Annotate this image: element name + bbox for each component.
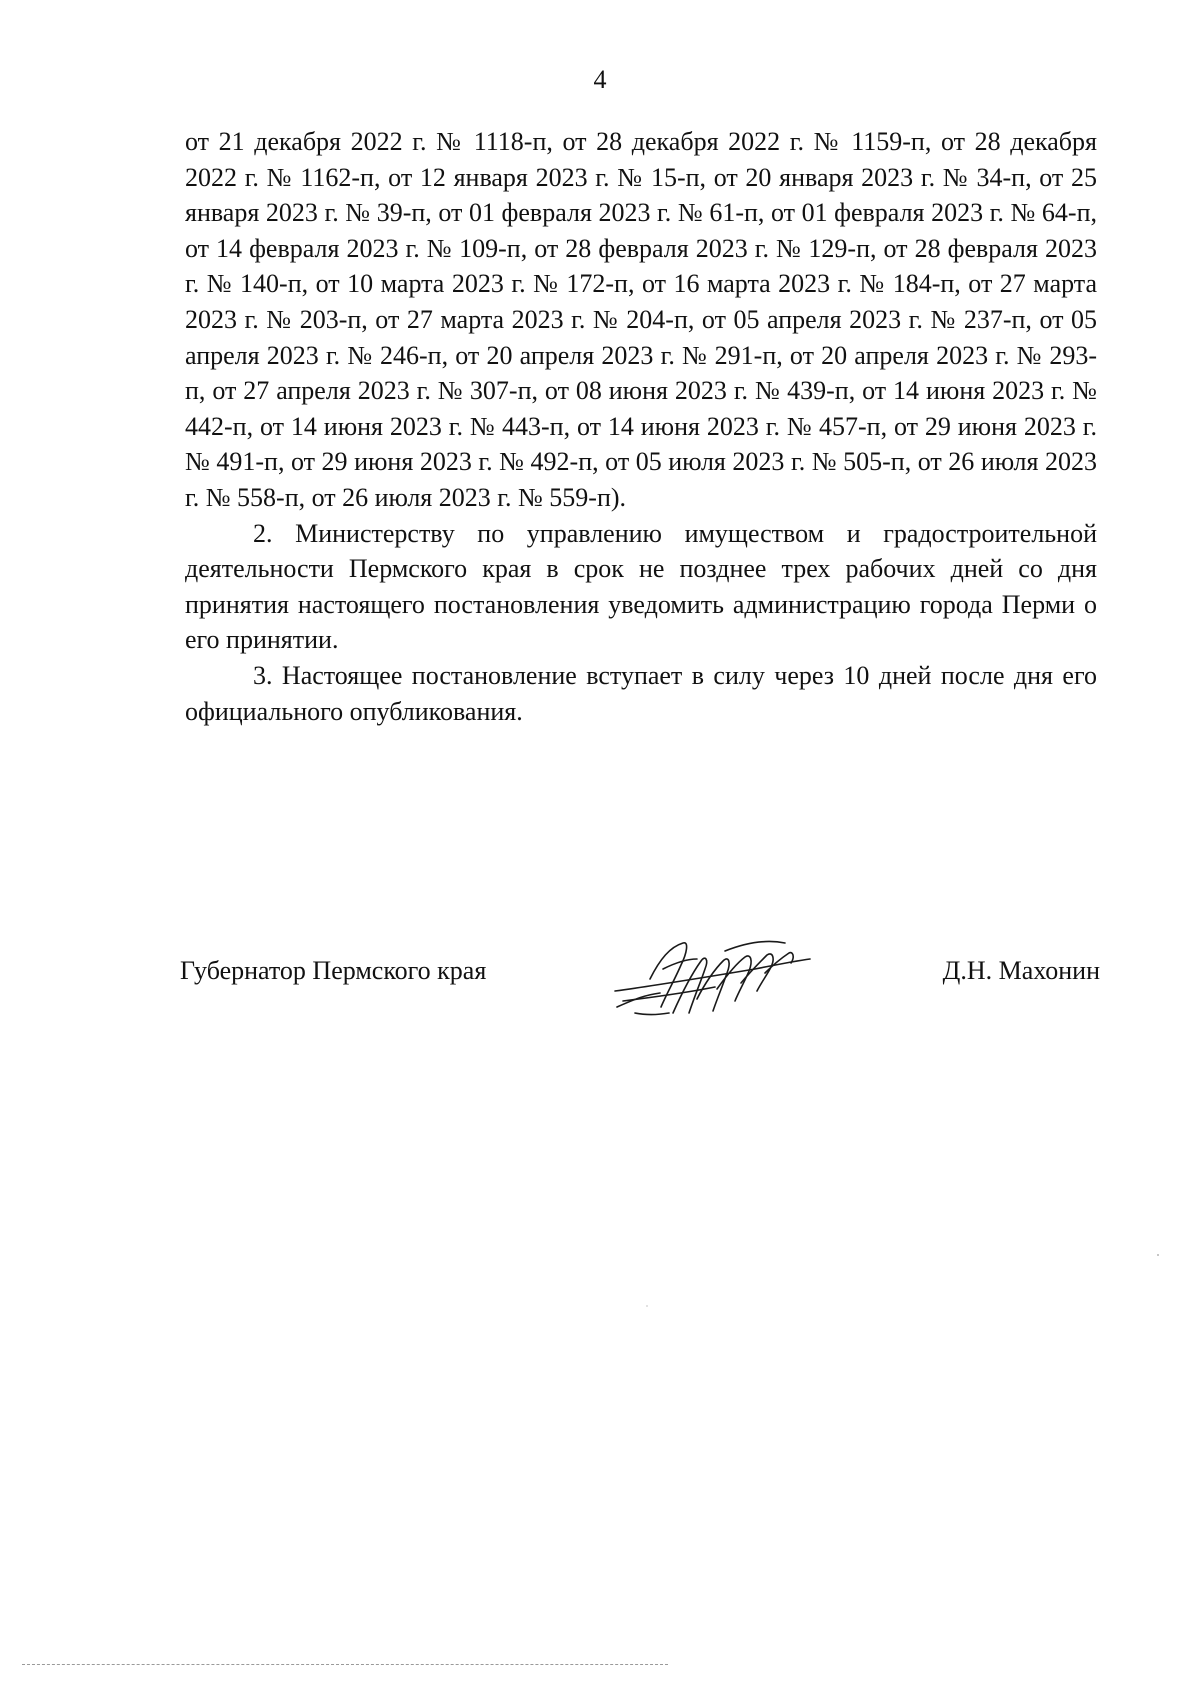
signature-block [180,945,1100,1035]
paragraph-continuation: от 21 декабря 2022 г. № 1118-п, от 28 декабря 2022 г. № 1159-п, от 28 декабря 2022 г. № 1162-п, от 12 января 2023 г. № 15-п, от 20 января 2023 г. № 34-п, от 25 января 2023 г. № 39-п, от 01 февраля 2023 г. № 61-п, от 01 февраля 2023 г. № 64-п, от 14 февраля 2023 г. № 109-п, от 28 февраля 2023 г. № 129-п, от 28 февраля 2023 г. № 140-п, от 10 марта 2023 г. № 172-п, от 16 марта 2023 г. № 184-п, от 27 марта 2023 г. № 203-п, от 27 марта 2023 г. № 204-п, от 05 апреля 2023 г. № 237-п, от 05 апреля 2023 г. № 246-п, от 20 апреля 2023 г. № 291-п, от 20 апреля 2023 г. № 293-п, от 27 апреля 2023 г. № 307-п, от 08 июня 2023 г. № 439-п, от 14 июня 2023 г. № 442-п, от 14 июня 2023 г. № 443-п, от 14 июня 2023 г. № 457-п, от 29 июня 2023 г. № 491-п, от 29 июня 2023 г. № 492-п, от 05 июля 2023 г. № 505-п, от 26 июля 2023 г. № 558-п, от 26 июля 2023 г. № 559-п). [185,127,1097,512]
bottom-rule [22,1664,668,1665]
signer-name: Д.Н. Махонин [942,956,1100,985]
paragraph-item-2: 2. Министерству по управлению имуществом и градостроительной деятельности Пермского края в срок не позднее трех рабочих дней со дня принятия настоящего постановления уведомить администрацию города Перми о его принятии. [185,518,1097,655]
document-body [185,124,1097,729]
page-number: 4 [593,65,607,94]
scan-speck [1157,1254,1159,1256]
signer-position: Губернатор Пермского края [180,956,487,985]
scan-speck [646,1305,648,1307]
paragraph-item-3: 3. Настоящее постановление вступает в силу через 10 дней после дня его официального опубликования. [185,660,1097,726]
handwritten-signature [605,929,825,1029]
